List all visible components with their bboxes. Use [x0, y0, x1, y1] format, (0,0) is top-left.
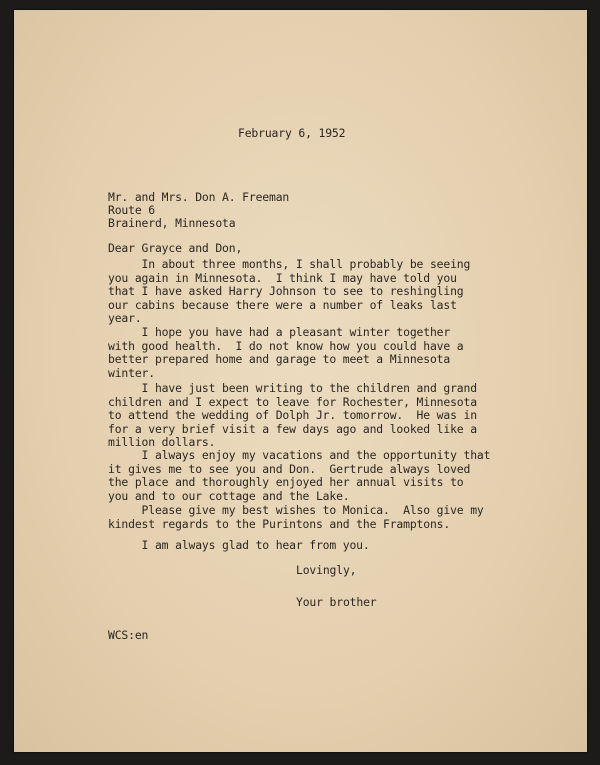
paragraph-1: In about three months, I shall probably be seeing you again in Minnesota. I think I may have told you that I have asked Harry Johnson to see to reshingling our cabins because there were a number of leaks last year.: [108, 257, 471, 326]
paragraph-5: Please give my best wishes to Monica. Also give my kindest regards to the Purintons and the Framptons.: [108, 503, 484, 531]
reference-initials: WCS:en: [108, 628, 149, 642]
paragraph-2: I hope you have had a pleasant winter together with good health. I do not know how you could have a better prepared home and garage to meet a Minnesota winter.: [108, 325, 464, 380]
address-line-route: Route 6: [108, 203, 155, 217]
paragraph-6: I am always glad to hear from you.: [108, 538, 370, 552]
closing: Lovingly,: [296, 563, 357, 577]
signature-line: Your brother: [296, 595, 377, 609]
paragraph-4: I always enjoy my vacations and the opportunity that it gives me to see you and Don. Gertrude always loved the place and thoroughly enjoyed her annual visits to you and to our cottage and the Lake.: [108, 448, 491, 503]
letter-date: February 6, 1952: [238, 126, 346, 140]
paragraph-3: I have just been writing to the children and grand children and I expect to leave for Rochester, Minnesota to attend the wedding of Dolph Jr. tomorrow. He was in for a very brief visit a few days ago and looked like a million dollars.: [108, 381, 477, 450]
salutation: Dear Grayce and Don,: [108, 241, 243, 255]
address-line-city: Brainerd, Minnesota: [108, 216, 236, 230]
address-line-name: Mr. and Mrs. Don A. Freeman: [108, 190, 290, 204]
